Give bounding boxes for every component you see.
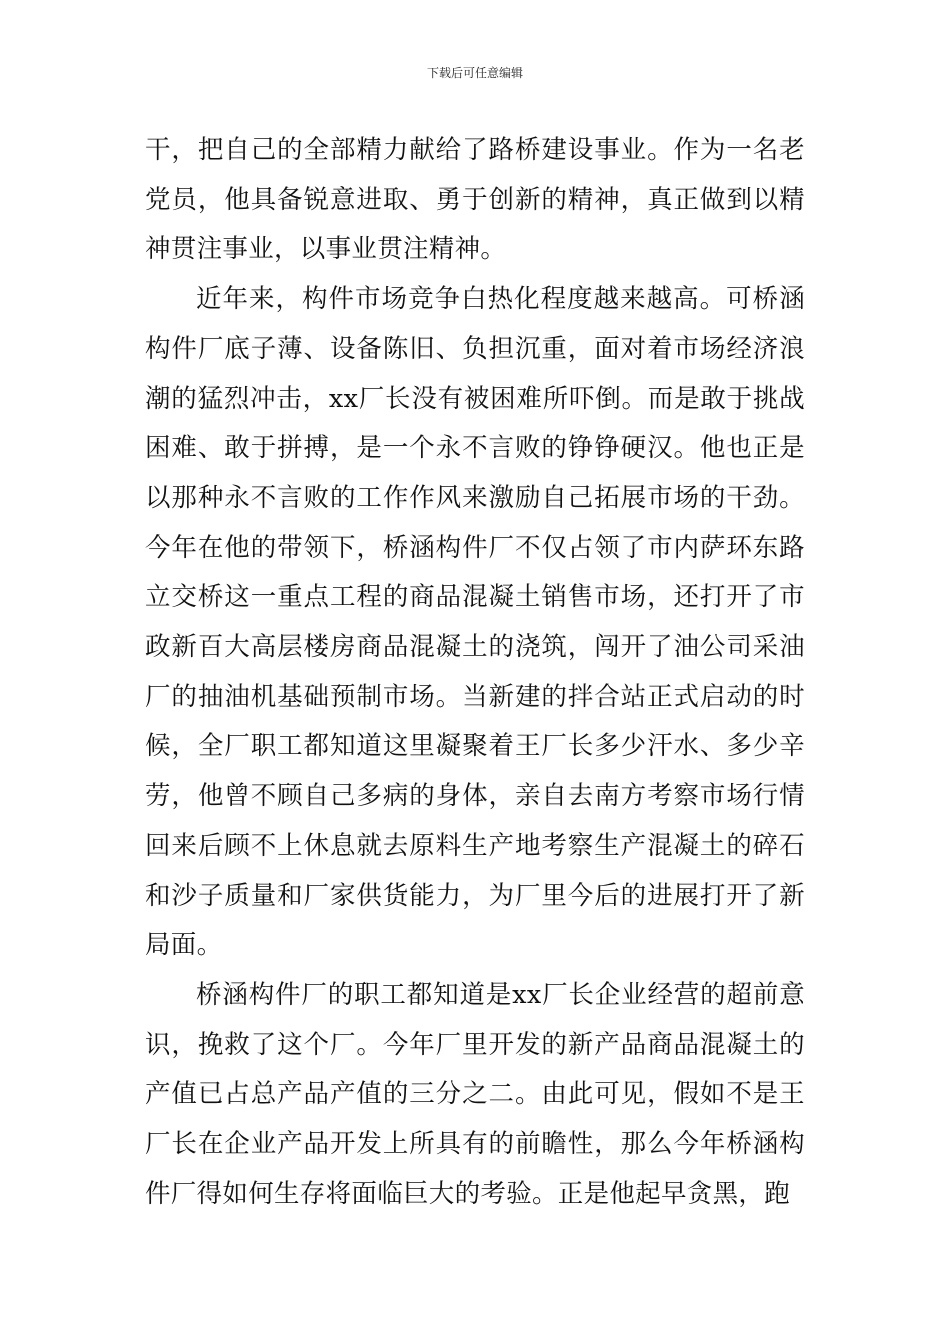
paragraph-3: 桥涵构件厂的职工都知道是xx厂长企业经营的超前意识，挽救了这个厂。今年厂里开发的新产品商品混凝土的产值已占总产品产值的三分之二。由此可见，假如不是王厂长在企业产品开发上所具有的前瞻性，那么今年桥涵构件厂得如何生存将面临巨大的考验。正是他起早贪黑，跑 bbox=[145, 979, 805, 1209]
page-header: 下载后可任意编辑 bbox=[426, 66, 523, 80]
paragraph-2: 近年来，构件市场竞争白热化程度越来越高。可桥涵构件厂底子薄、设备陈旧、负担沉重，面对着市场经济浪潮的猛烈冲击，xx厂长没有被困难所吓倒。而是敢于挑战困难、敢于拼搏，是一个永不言败的铮铮硬汉。他也正是以那种永不言败的工作作风来激励自己拓展市场的干劲。今年在他的带领下，桥涵构件厂不仅占领了市内萨环东路立交桥这一重点工程的商品混凝土销售市场，还打开了市政新百大高层楼房商品混凝土的浇筑，闯开了油公司采油厂的抽油机基础预制市场。当新建的拌合站正式启动的时候，全厂职工都知道这里凝聚着王厂长多少汗水、多少辛劳，他曾不顾自己多病的身体，亲自去南方考察市场行情回来后顾不上休息就去原料生产地考察生产混凝土的碎石和沙子质量和厂家供货能力，为厂里今后的进展打开了新局面。 bbox=[145, 284, 805, 961]
paragraph-1: 干，把自己的全部精力献给了路桥建设事业。作为一名老党员，他具备锐意进取、勇于创新的精神，真正做到以精神贯注事业，以事业贯注精神。 bbox=[145, 135, 805, 265]
document-body bbox=[145, 126, 805, 1219]
